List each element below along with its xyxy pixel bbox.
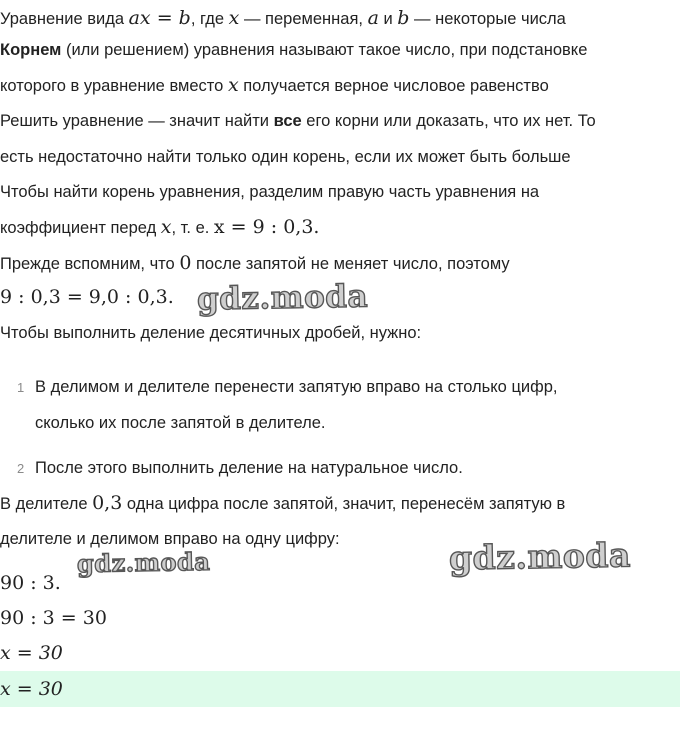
bold-term-root: Корнем bbox=[0, 41, 62, 59]
list-item-1-line-2: сколько их после запятой в делителе. bbox=[35, 414, 326, 432]
zero-note-line: Прежде вспомним, что 0 после запятой не меняет число, поэтому bbox=[0, 252, 510, 274]
solve-definition-line-2: есть недостаточно найти только один корень, если их может быть больше bbox=[0, 148, 571, 166]
definition-equation-form: Уравнение вида ax = b, где x — переменная, a и b — некоторые числа bbox=[0, 7, 566, 29]
divisor-note-line-2: делителе и делимом вправо на одну цифру: bbox=[0, 530, 340, 548]
list-item-2: После этого выполнить деление на натуральное число. bbox=[35, 459, 463, 477]
bold-word-all: все bbox=[273, 112, 302, 130]
math-x-eq-9-div-03: x = 9 : 0,3. bbox=[213, 216, 320, 238]
decimal-division-intro: Чтобы выполнить деление десятичных дробей, нужно: bbox=[0, 324, 422, 342]
list-item-1-line-1: В делимом и делителе перенести запятую вправо на столько цифр, bbox=[35, 378, 558, 396]
list-number-1: 1 bbox=[17, 380, 25, 395]
equation-90-div-3: 90 : 3. bbox=[0, 572, 61, 594]
find-root-line-2: коэффициент перед x, т. е. x = 9 : 0,3. bbox=[0, 216, 320, 238]
watermark-logo: gdz.moda bbox=[196, 278, 369, 318]
answer-text: x = 30 bbox=[0, 678, 63, 700]
zero-note-equation: 9 : 0,3 = 9,0 : 0,3. bbox=[0, 286, 174, 308]
equation-x: x = 30 bbox=[0, 642, 63, 664]
math-ax-eq-b: ax = b bbox=[128, 7, 191, 29]
list-number-2: 2 bbox=[17, 461, 25, 476]
answer-box bbox=[0, 671, 680, 707]
equation-result: 90 : 3 = 30 bbox=[0, 607, 107, 629]
divisor-note-line-1: В делителе 0,3 одна цифра после запятой, значит, перенесём запятую в bbox=[0, 492, 566, 514]
definition-root-line-1: Корнем (или решением) уравнения называют такое число, при подстановке bbox=[0, 41, 588, 59]
watermark-logo: gdz.moda bbox=[76, 546, 211, 579]
definition-root-line-2: которого в уравнение вместо x получается верное числовое равенство bbox=[0, 74, 549, 96]
solve-definition-line-1: Решить уравнение — значит найти все его корни или доказать, что их нет. То bbox=[0, 112, 596, 130]
find-root-line-1: Чтобы найти корень уравнения, разделим правую часть уравнения на bbox=[0, 183, 540, 201]
watermark-logo: gdz.moda bbox=[448, 535, 632, 578]
